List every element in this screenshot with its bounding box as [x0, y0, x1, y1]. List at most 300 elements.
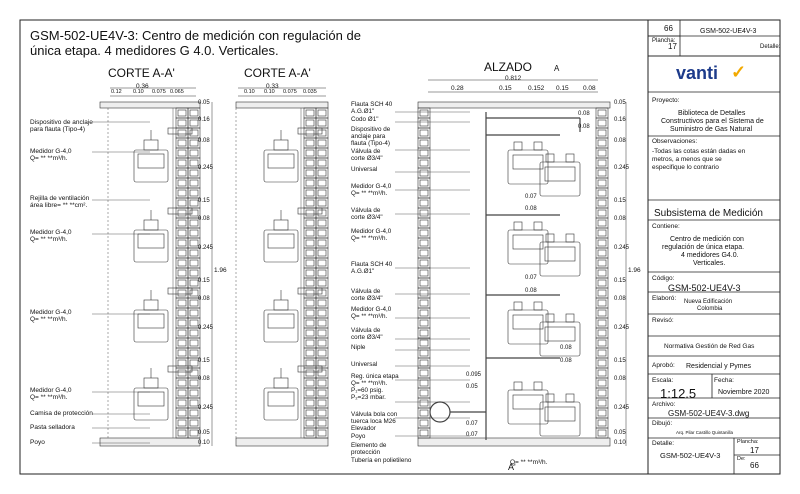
block-hollow	[598, 280, 606, 286]
mid-label: corte Ø3/4"	[351, 155, 383, 162]
block-hollow	[306, 280, 314, 286]
dim-s2-1: 0.10	[264, 89, 275, 95]
block-hollow	[190, 380, 198, 386]
mid-label: A.G.Ø1"	[351, 108, 375, 115]
block-hollow	[598, 310, 606, 316]
meter-outlet	[534, 302, 542, 310]
vdim-s1: 0.10	[198, 440, 210, 446]
title-line1: GSM-502-UE4V-3: Centro de medición con regulación de	[30, 28, 361, 43]
block-hollow	[178, 240, 186, 246]
block-hollow	[190, 320, 198, 326]
block-hollow	[306, 110, 314, 116]
section2-drawing	[236, 102, 328, 446]
archivo-label: Archivo:	[652, 401, 676, 408]
meter-body	[264, 230, 298, 262]
meter-outlet	[566, 234, 574, 242]
block-hollow	[420, 430, 428, 436]
block-hollow	[178, 220, 186, 226]
block-hollow	[178, 310, 186, 316]
meter-display	[513, 155, 543, 169]
valve	[298, 288, 322, 294]
mid-label: corte Ø3/4"	[351, 334, 383, 341]
meter-body	[134, 150, 168, 182]
block-hollow	[420, 240, 428, 246]
lbl-medidor-1q: Q= ** **m³/h.	[30, 155, 68, 162]
mid-label: Codo Ø1"	[351, 116, 379, 123]
block-hollow	[420, 270, 428, 276]
vdim-elev: 0.16	[614, 117, 626, 123]
dim-elev-r1: 0.08	[578, 124, 590, 130]
block-hollow	[598, 110, 606, 116]
meter-outlet	[534, 382, 542, 390]
block-hollow	[178, 190, 186, 196]
meter-display	[545, 167, 575, 181]
block-hollow	[190, 430, 198, 436]
mid-label: P₁=60 psig.	[351, 387, 384, 394]
elaboro-line1: Nueva Edificación	[684, 299, 733, 305]
block-hollow	[420, 330, 428, 336]
mid-label: Universal	[351, 361, 378, 368]
block-hollow	[306, 120, 314, 126]
block-hollow	[318, 260, 326, 266]
meter-display	[545, 327, 575, 341]
block-hollow	[190, 300, 198, 306]
escala: 1:12.5	[660, 386, 697, 401]
meter-face	[268, 234, 294, 248]
block-hollow	[420, 380, 428, 386]
block-hollow	[178, 270, 186, 276]
obs-line3: especifique lo contrario	[652, 164, 719, 171]
block-hollow	[420, 210, 428, 216]
mid-label: Elevador	[351, 425, 376, 432]
block-hollow	[598, 360, 606, 366]
detalle-top-label: Detalle:	[760, 44, 781, 50]
meter-fitting	[144, 300, 158, 310]
dim-elev-m5: 0.08	[560, 358, 572, 364]
block-hollow	[306, 430, 314, 436]
dim-elev-m4: 0.08	[560, 345, 572, 351]
block-hollow	[598, 160, 606, 166]
lbl-poyo: Poyo	[30, 439, 45, 446]
block-hollow	[598, 330, 606, 336]
dim-s1-3: 0.065	[170, 89, 184, 95]
block-hollow	[318, 420, 326, 426]
block-hollow	[178, 400, 186, 406]
block-hollow	[318, 410, 326, 416]
contiene-line2: regulación de única etapa.	[662, 244, 745, 251]
block-hollow	[190, 250, 198, 256]
block-hollow	[190, 210, 198, 216]
block-hollow	[318, 350, 326, 356]
meter-body	[134, 230, 168, 262]
dim-total-elev: 0.812	[505, 75, 522, 82]
block-hollow	[306, 170, 314, 176]
block-hollow	[306, 370, 314, 376]
vdim-elev: 0.245	[614, 245, 630, 251]
vdim-elev: 0.08	[614, 296, 626, 302]
mid-label: anclaje para	[351, 133, 386, 140]
block-hollow	[318, 120, 326, 126]
dim-s1-2: 0.075	[152, 89, 166, 95]
meter-inlet	[546, 154, 554, 162]
vdim-s1: 0.16	[198, 117, 210, 123]
block-hollow	[420, 120, 428, 126]
block-hollow	[178, 170, 186, 176]
block-hollow	[190, 240, 198, 246]
cut-mark-bottom: A'	[508, 462, 516, 472]
block-hollow	[318, 280, 326, 286]
meter-body	[264, 150, 298, 182]
vdim-elev: 0.05	[614, 430, 626, 436]
block-hollow	[190, 120, 198, 126]
dim-s2-0: 0.10	[244, 89, 255, 95]
meter-display	[545, 247, 575, 261]
block-hollow	[420, 110, 428, 116]
block-hollow	[190, 290, 198, 296]
mid-label: Medidor G-4,0	[351, 183, 392, 190]
vdim-s1: 0.15	[198, 358, 210, 364]
block-hollow	[420, 180, 428, 186]
mid-label: Válvula de	[351, 148, 381, 155]
block-hollow	[420, 230, 428, 236]
aprobo: Residencial y Pymes	[686, 363, 751, 370]
vdim-s1: 0.15	[198, 198, 210, 204]
block-hollow	[190, 400, 198, 406]
meter-body	[134, 310, 168, 342]
dim-elev-m3: 0.08	[525, 288, 537, 294]
dim-elev-m2: 0.07	[525, 275, 537, 281]
dim-s1-1: 0.10	[133, 89, 144, 95]
block-hollow	[318, 140, 326, 146]
block-hollow	[306, 160, 314, 166]
block-hollow	[306, 260, 314, 266]
lbl-anclaje-2: para flauta (Tipo-4)	[30, 126, 86, 133]
block-hollow	[598, 150, 606, 156]
mid-label: corte Ø3/4"	[351, 214, 383, 221]
block-hollow	[598, 190, 606, 196]
mid-label: tuerca loca M26	[351, 418, 396, 425]
aprobo-label: Aprobó:	[652, 362, 675, 369]
block-hollow	[318, 220, 326, 226]
mid-label: protección	[351, 449, 381, 456]
mid-label: P₂=23 mbar.	[351, 394, 386, 401]
meter-fitting	[274, 300, 288, 310]
block-hollow	[190, 260, 198, 266]
meter-fitting	[144, 140, 158, 150]
lbl-medidor-2: Medidor G-4,0	[30, 229, 72, 236]
valve	[298, 128, 322, 134]
meter-outlet	[566, 314, 574, 322]
vdim-s1: 0.08	[198, 376, 210, 382]
meter-face	[268, 392, 294, 406]
block-hollow	[306, 360, 314, 366]
lbl-medidor-3: Medidor G-4,0	[30, 309, 72, 316]
block-hollow	[178, 110, 186, 116]
mid-label: Flauta SCH 40	[351, 101, 393, 108]
lbl-medidor-2q: Q= ** **m³/h.	[30, 236, 68, 243]
block-hollow	[178, 210, 186, 216]
block-hollow	[178, 360, 186, 366]
meter-inlet	[546, 314, 554, 322]
lbl-pasta: Pasta selladora	[30, 424, 75, 431]
vdim-elev: 0.08	[614, 216, 626, 222]
block-hollow	[318, 400, 326, 406]
vdim-elev: 0.08	[614, 138, 626, 144]
contiene-line3: 4 medidores G4.0.	[681, 252, 739, 259]
block-hollow	[598, 290, 606, 296]
dim-total-s1: 0.36	[136, 83, 149, 90]
contiene-line1: Centro de medición con	[670, 236, 744, 243]
meter-face	[138, 392, 164, 406]
sheet-count-top: 66	[664, 24, 673, 33]
dim-elev-b0: 0.095	[466, 372, 482, 378]
block-hollow	[598, 250, 606, 256]
block-hollow	[318, 150, 326, 156]
block-hollow	[420, 190, 428, 196]
block-hollow	[306, 390, 314, 396]
block-hollow	[598, 320, 606, 326]
dim-s2-3: 0.035	[303, 89, 317, 95]
meter-fitting	[274, 220, 288, 230]
meter-display	[545, 407, 575, 421]
block-hollow	[598, 210, 606, 216]
block-hollow	[318, 390, 326, 396]
lbl-bottom-meter: Q= ** **m³/h.	[510, 459, 548, 466]
contiene-label: Contiene:	[652, 223, 680, 230]
dim-elev-b1: 0.05	[466, 384, 478, 390]
block-hollow	[318, 170, 326, 176]
valve	[298, 366, 322, 372]
block-hollow	[420, 400, 428, 406]
block-hollow	[306, 410, 314, 416]
block-hollow	[598, 420, 606, 426]
block-hollow	[318, 190, 326, 196]
valve	[168, 128, 192, 134]
meter-fitting	[144, 378, 158, 388]
mid-label: Universal	[351, 166, 378, 173]
meter-face	[138, 314, 164, 328]
mid-label: Q= ** **m³/h.	[351, 313, 388, 320]
block-hollow	[318, 230, 326, 236]
meter-body	[134, 388, 168, 420]
block-hollow	[306, 300, 314, 306]
meter-inlet	[546, 394, 554, 402]
meter-inlet	[514, 222, 522, 230]
block-hollow	[598, 200, 606, 206]
block-hollow	[318, 240, 326, 246]
dim-elev-b2: 0.07	[466, 421, 478, 427]
valve	[168, 366, 192, 372]
block-hollow	[318, 430, 326, 436]
block-hollow	[306, 180, 314, 186]
block-hollow	[598, 180, 606, 186]
dim-elev-r0: 0.08	[578, 111, 590, 117]
block-hollow	[306, 240, 314, 246]
block-hollow	[318, 270, 326, 276]
dim-elev-0: 0.28	[451, 85, 464, 92]
elevation-drawing	[418, 102, 610, 446]
dim-total-s2: 0.33	[266, 83, 279, 90]
vdim-s1: 0.245	[198, 245, 214, 251]
mid-label: Dispositivo de	[351, 126, 391, 133]
vdim-s1: 0.08	[198, 138, 210, 144]
title-line2: única etapa. 4 medidores G 4.0. Verticales.	[30, 43, 279, 58]
block-hollow	[190, 200, 198, 206]
reviso: Normativa Gestión de Red Gas	[664, 343, 755, 350]
view-title-section2: CORTE A-A'	[244, 66, 311, 80]
block-hollow	[190, 180, 198, 186]
block-hollow	[178, 200, 186, 206]
vdim-elev: 0.245	[614, 165, 630, 171]
brand-check-icon: ✓	[731, 62, 747, 82]
plancha-label2: Plancha:	[737, 439, 759, 445]
block-hollow	[178, 390, 186, 396]
proyecto-line3: Suministro de Gas Natural	[670, 126, 753, 133]
valve	[168, 288, 192, 294]
fecha: Noviembre 2020	[718, 389, 770, 396]
meter-display	[513, 235, 543, 249]
block-hollow	[306, 330, 314, 336]
block-hollow	[306, 380, 314, 386]
block-hollow	[178, 430, 186, 436]
block-hollow	[318, 110, 326, 116]
mid-label: Niple	[351, 344, 366, 351]
block-hollow	[178, 140, 186, 146]
block-hollow	[420, 250, 428, 256]
block-hollow	[190, 390, 198, 396]
obs-line2: metros, a menos que se	[652, 156, 722, 163]
block-hollow	[420, 150, 428, 156]
meter-inlet	[546, 234, 554, 242]
view-title-section1: CORTE A-A'	[108, 66, 175, 80]
block-hollow	[318, 330, 326, 336]
dim-elev-3: 0.15	[556, 85, 569, 92]
valve	[298, 208, 322, 214]
dim-elev-m1: 0.08	[525, 206, 537, 212]
block-hollow	[598, 350, 606, 356]
block-hollow	[318, 160, 326, 166]
lbl-medidor-3q: Q= ** **m³/h.	[30, 316, 68, 323]
view-title-elevation: ALZADO	[484, 60, 533, 74]
block-hollow	[306, 140, 314, 146]
vdim-elev: 0.15	[614, 278, 626, 284]
mid-label: Q= ** **m³/h.	[351, 235, 388, 242]
vdim-s1: 0.05	[198, 100, 210, 106]
block-hollow	[420, 390, 428, 396]
vdim-elev: 0.15	[614, 198, 626, 204]
mid-label: Válvula bola con	[351, 411, 398, 418]
mid-label: Tubería en polietileno	[351, 457, 412, 464]
detalle: GSM-502-UE4V-3	[660, 451, 721, 460]
total-height-s1: 1.96	[214, 267, 227, 274]
block-hollow	[190, 150, 198, 156]
vdim-s1: 0.05	[198, 430, 210, 436]
block-hollow	[598, 120, 606, 126]
block-hollow	[190, 230, 198, 236]
mid-label: Poyo	[351, 433, 366, 440]
escala-label: Escala:	[652, 377, 674, 384]
vdim-elev: 0.245	[614, 405, 630, 411]
section1-drawing	[100, 102, 200, 446]
block-hollow	[318, 340, 326, 346]
vdim-s1: 0.245	[198, 165, 214, 171]
valve	[168, 208, 192, 214]
block-hollow	[306, 310, 314, 316]
block-hollow	[190, 140, 198, 146]
block-hollow	[598, 430, 606, 436]
block-hollow	[598, 170, 606, 176]
block-hollow	[190, 130, 198, 136]
block-hollow	[306, 250, 314, 256]
block-hollow	[420, 160, 428, 166]
mid-label: Q= ** **m³/h.	[351, 380, 388, 387]
block-hollow	[318, 200, 326, 206]
block-hollow	[420, 310, 428, 316]
block-hollow	[420, 410, 428, 416]
mid-label: Válvula de	[351, 288, 381, 295]
meter-face	[138, 234, 164, 248]
meter-outlet	[534, 142, 542, 150]
meter-face	[138, 154, 164, 168]
block-hollow	[420, 260, 428, 266]
block-hollow	[420, 200, 428, 206]
block-hollow	[318, 320, 326, 326]
mid-label: A.G.Ø1"	[351, 268, 375, 275]
block-hollow	[178, 370, 186, 376]
block-hollow	[306, 400, 314, 406]
block-hollow	[306, 340, 314, 346]
block-hollow	[306, 190, 314, 196]
vdim-s1: 0.08	[198, 296, 210, 302]
dim-s1-0: 0.12	[111, 89, 122, 95]
block-hollow	[598, 220, 606, 226]
dim-elev-b3: 0.07	[466, 432, 478, 438]
block-hollow	[306, 270, 314, 276]
block-hollow	[598, 410, 606, 416]
block-hollow	[306, 200, 314, 206]
vdim-elev: 0.10	[614, 440, 626, 446]
block-hollow	[178, 410, 186, 416]
block-hollow	[598, 390, 606, 396]
meter-fitting	[144, 220, 158, 230]
block-hollow	[420, 360, 428, 366]
mid-label: Reg. única etapa	[351, 373, 399, 380]
block-hollow	[306, 230, 314, 236]
dim-s2-2: 0.075	[283, 89, 297, 95]
de-label: De:	[737, 456, 746, 462]
dibujo: Arq. Pilar Castillo Quintanilla	[676, 430, 734, 435]
meter-display	[513, 315, 543, 329]
vdim-s1: 0.245	[198, 325, 214, 331]
block-hollow	[190, 420, 198, 426]
lbl-medidor-4: Medidor G-4,0	[30, 387, 72, 394]
block-hollow	[598, 340, 606, 346]
block-hollow	[178, 350, 186, 356]
plancha: 17	[750, 446, 759, 455]
archivo: GSM-502-UE4V-3.dwg	[668, 409, 750, 418]
block-hollow	[420, 320, 428, 326]
total-height-elev: 1.96	[628, 267, 641, 274]
meter-inlet	[514, 142, 522, 150]
dim-elev-m0: 0.07	[525, 194, 537, 200]
regulator	[430, 402, 450, 422]
mid-label: Válvula de	[351, 327, 381, 334]
meter-fitting	[274, 378, 288, 388]
block-hollow	[178, 130, 186, 136]
block-hollow	[420, 130, 428, 136]
block-hollow	[420, 300, 428, 306]
obs-line1: -Todas las cotas están dadas en	[652, 148, 746, 155]
